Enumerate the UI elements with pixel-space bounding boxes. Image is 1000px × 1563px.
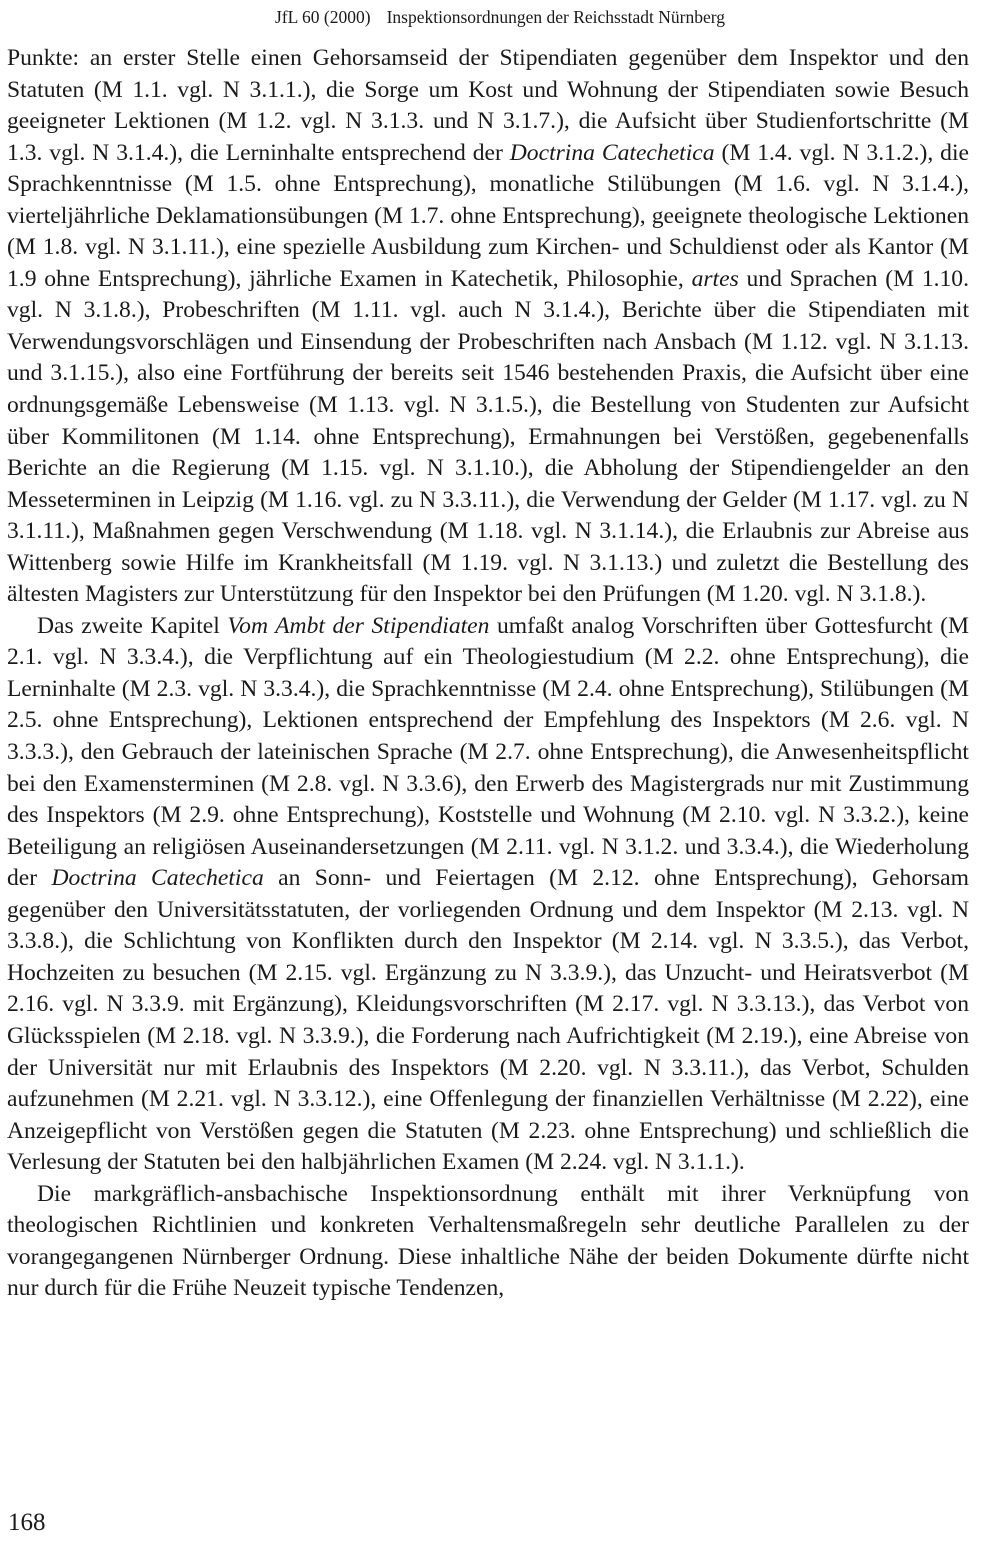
italic-run: artes [691,265,739,292]
text-run: (M 1.4. vgl. N 3.1.2.), die Sprachkenntnisse (M 1.5. ohne Entsprechung), monatliche Stilübungen (M 1.6. vgl. N 3.1.4.), vierteljährliche Deklamationsübungen (M 1.7. ohne Entsprechung), geeignete theologische Lektionen (M 1.8. vgl. N 3.1.11.), eine spezielle Ausbildung zum Kirchen- und Schuldienst oder als Kantor (M 1.9 ohne Entsprechung), jährliche Examen in Katechetik, Philosophie, [7,139,969,292]
text-run: Das zweite Kapitel [37,612,228,639]
text-run: und Sprachen (M 1.10. vgl. N 3.1.8.), Probeschriften (M 1.11. vgl. auch N 3.1.4.), Berichte über die Stipendiaten mit Verwendungsvorschlägen und Einsendung der Probeschriften nach Ansbach (M 1.12. vgl. N 3.1.13. und 3.1.15.), also eine Fortführung der bereits seit 1546 bestehenden Praxis, die Aufsicht über eine ordnungsgemäße Lebensweise (M 1.13. vgl. N 3.1.5.), die Bestellung von Studenten zur Aufsicht über Kommilitonen (M 1.14. ohne Entsprechung), Ermahnungen bei Verstößen, gegebenenfalls Berichte an die Regierung (M 1.15. vgl. N 3.1.10.), die Abholung der Stipendiengelder an den Messeterminen in Leipzig (M 1.16. vgl. zu N 3.3.11.), die Verwendung der Gelder (M 1.17. vgl. zu N 3.1.11.), Maßnahmen gegen Verschwendung (M 1.18. vgl. N 3.1.14.), die Erlaubnis zur Abreise aus Wittenberg sowie Hilfe im Krankheitsfall (M 1.19. vgl. N 3.1.13.) und zuletzt die Bestellung des ältesten Magisters zur Unterstützung für den Inspektor bei den Prüfungen (M 1.20. vgl. N 3.1.8.). [7,265,970,608]
text-run: an Sonn- und Feiertagen (M 2.12. ohne Entsprechung), Gehorsam gegenüber den Universitätsstatuten, der vorliegenden Ordnung und dem Inspektor (M 2.13. vgl. N 3.3.8.), die Schlichtung von Konflikten durch den Inspektor (M 2.14. vgl. N 3.3.5.), das Verbot, Hochzeiten zu besuchen (M 2.15. vgl. Ergänzung zu N 3.3.9.), das Unzucht- und Heiratsverbot (M 2.16. vgl. N 3.3.9. mit Ergänzung), Kleidungsvorschriften (M 2.17. vgl. N 3.3.13.), das Verbot von Glücksspielen (M 2.18. vgl. N 3.3.9.), die Forderung nach Aufrichtigkeit (M 2.19.), eine Abreise von der Universität nur mit Erlaubnis des Inspektors (M 2.20. vgl. N 3.3.11.), das Verbot, Schulden aufzunehmen (M 2.21. vgl. N 3.3.12.), eine Offenlegung der finanziellen Verhältnisse (M 2.22), eine Anzeigepflicht von Verstößen gegen die Statuten (M 2.23. ohne Entsprechung) und schließlich die Verlesung der Statuten bei den halbjährlichen Examen (M 2.24. vgl. N 3.1.1.). [7,865,969,1176]
paragraph-2 [7,611,969,1179]
italic-run: Doctrina Catechetica [51,865,264,892]
text-run: umfaßt analog Vorschriften über Gottesfurcht (M 2.1. vgl. N 3.3.4.), die Verpflichtung auf ein Theologiestudium (M 2.2. ohne Entsprechung), die Lerninhalte (M 2.3. vgl. N 3.3.4.), die Sprachkenntnisse (M 2.4. ohne Entsprechung), Stilübungen (M 2.5. ohne Entsprechung), Lektionen entsprechend der Empfehlung des Inspektors (M 2.6. vgl. N 3.3.3.), den Gebrauch der lateinischen Sprache (M 2.7. ohne Entsprechung), die Anwesenheitspflicht bei den Examensterminen (M 2.8. vgl. N 3.3.6), den Erwerb des Magistergrads nur mit Zustimmung des Inspektors (M 2.9. ohne Entsprechung), Koststelle und Wohnung (M 2.10. vgl. N 3.3.2.), keine Beteiligung an religiösen Auseinandersetzungen (M 2.11. vgl. N 3.1.2. und 3.3.4.), die Wiederholung der [7,612,969,892]
paragraph-3 [7,1179,969,1305]
italic-run: Doctrina Catechetica [509,139,715,166]
text-run: Die markgräflich-ansbachische Inspektionsordnung enthält mit ihrer Verknüpfung von theologischen Richtlinien und konkreten Verhaltensmaßregeln sehr deutliche Parallelen zu der vorangegangenen Nürnberger Ordnung. Diese inhaltliche Nähe der beiden Dokumente dürfte nicht nur durch für die Frühe Neuzeit typische Tendenzen, [7,1180,969,1302]
text-run: Punkte: an erster Stelle einen Gehorsamseid der Stipendiaten gegenüber dem Inspektor und den Statuten (M 1.1. vgl. N 3.1.1.), die Sorge um Kost und Wohnung der Stipendiaten sowie Besuch geeigneter Lektionen (M 1.2. vgl. N 3.1.3. und N 3.1.7.), die Aufsicht über Studienfortschritte (M 1.3. vgl. N 3.1.4.), die Lerninhalte entsprechend der [7,45,969,166]
italic-run: Vom Ambt der Stipendiaten [227,612,490,639]
paragraph-1 [7,43,969,611]
running-header [0,6,1000,28]
journal-reference: JfL 60 (2000) [274,7,371,27]
page-number: 168 [8,1509,46,1536]
body-text [7,43,969,1305]
running-title: Inspektionsordnungen der Reichsstadt Nürnberg [386,7,726,27]
